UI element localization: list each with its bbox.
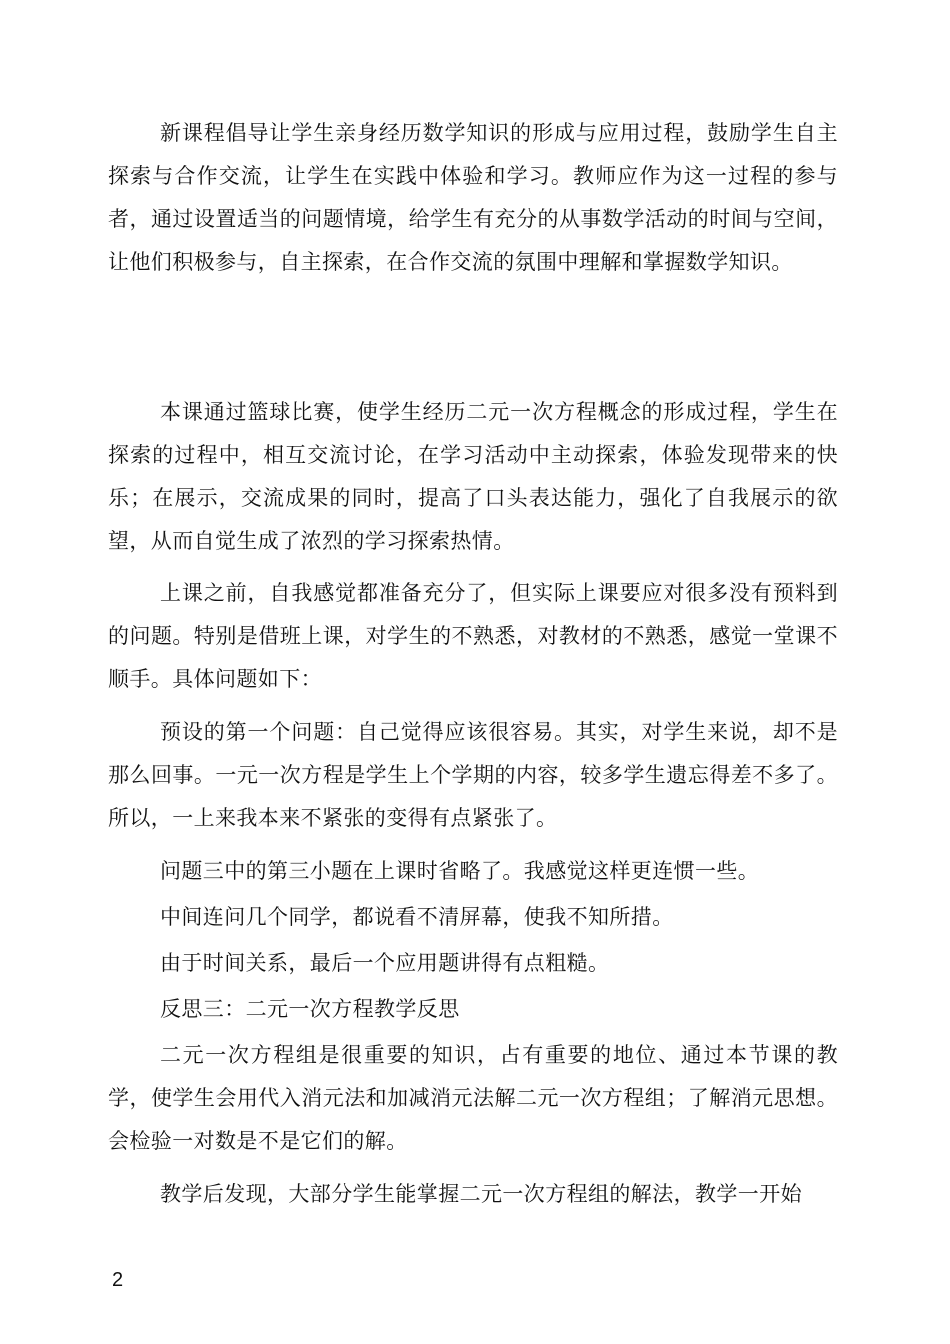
paragraph-new-curriculum: 新课程倡导让学生亲身经历数学知识的形成与应用过程，鼓励学生自主探索与合作交流，让学生在实践中体验和学习。教师应作为这一过程的参与者，通过设置适当的问题情境，给学生有充分的从事数学活动的时间与空间，让他们积极参与，自主探索，在合作交流的氛围中理解和掌握数学知识。	[108, 121, 838, 274]
paragraph-after-teaching: 教学后发现，大部分学生能掌握二元一次方程组的解法，教学一开始	[160, 1182, 802, 1206]
paragraph-screen-issue: 中间连问几个同学，都说看不清屏幕，使我不知所措。	[160, 905, 674, 929]
paragraph-question-three: 问题三中的第三小题在上课时省略了。我感觉这样更连惯一些。	[160, 859, 760, 883]
paragraph-time-issue: 由于时间关系，最后一个应用题讲得有点粗糙。	[160, 951, 610, 975]
section-heading-reflection-three: 反思三：二元一次方程教学反思	[160, 997, 460, 1021]
paragraph-before-class: 上课之前，自我感觉都准备充分了，但实际上课要应对很多没有预料到的问题。特别是借班上课，对学生的不熟悉，对教材的不熟悉，感觉一堂课不顺手。具体问题如下：	[108, 581, 838, 691]
paragraph-basketball-lesson: 本课通过篮球比赛，使学生经历二元一次方程概念的形成过程，学生在探索的过程中，相互交流讨论，在学习活动中主动探索，体验发现带来的快乐；在展示，交流成果的同时，提高了口头表达能力，强化了自我展示的欲望，从而自觉生成了浓烈的学习探索热情。	[108, 400, 838, 553]
paragraph-equation-system: 二元一次方程组是很重要的知识，占有重要的地位、通过本节课的教学，使学生会用代入消元法和加减消元法解二元一次方程组；了解消元思想。会检验一对数是不是它们的解。	[108, 1043, 838, 1153]
page-number: 2	[112, 1269, 124, 1291]
paragraph-first-question: 预设的第一个问题：自己觉得应该很容易。其实，对学生来说，却不是那么回事。一元一次方程是学生上个学期的内容，较多学生遗忘得差不多了。所以，一上来我本来不紧张的变得有点紧张了。	[108, 720, 838, 830]
